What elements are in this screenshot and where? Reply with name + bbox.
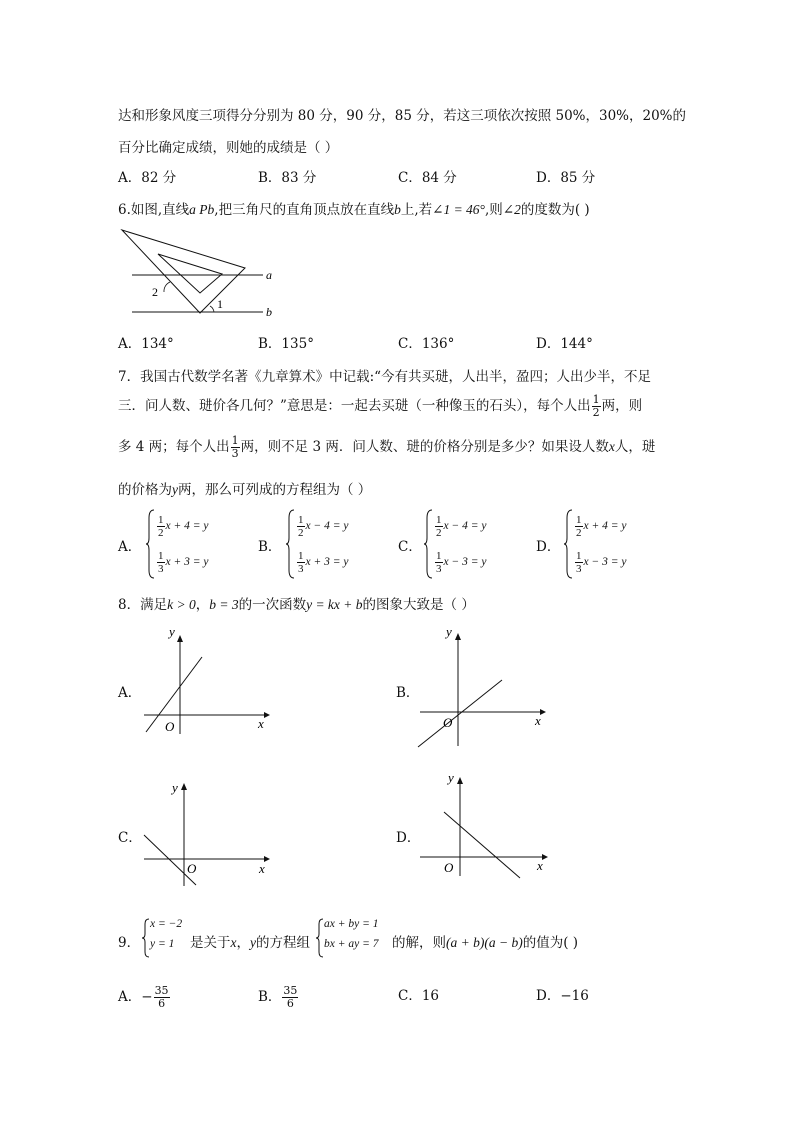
q7-option-d-system — [564, 508, 674, 580]
q7-text: 三．问人数、琎价各几何？”意思是：一起去买琎（一种像玉的石头），每个人出 — [118, 398, 591, 414]
q5-option-a: A．82 分 — [118, 170, 177, 186]
brace-icon — [286, 508, 296, 580]
label-2: 2 — [152, 285, 158, 299]
frac-num: 1 — [298, 514, 304, 526]
frac-den: 3 — [158, 563, 164, 575]
q9-option-b — [258, 982, 299, 1012]
q9-option-c — [398, 984, 439, 1004]
frac-den: 3 — [576, 563, 582, 575]
q8-text: 的图象大致是（ ） — [362, 597, 475, 613]
q8-option-b-label: B． — [396, 685, 420, 701]
solution-y: y = 1 — [150, 938, 175, 950]
frac-num: 1 — [298, 550, 304, 562]
frac-num: 1 — [158, 514, 164, 526]
equation-text: x + 3 = y — [165, 556, 209, 569]
q6-stem-part: 6.如图,直线 — [118, 202, 190, 218]
q9-label: 9． — [118, 935, 141, 951]
q6-angle1-expr: ∠1 = 46° — [432, 202, 485, 217]
origin-label: O — [444, 860, 454, 875]
equation-1 — [296, 514, 348, 539]
frac-num: 35 — [283, 984, 298, 997]
q8-graph-c — [140, 770, 275, 888]
q7-option-a-label: A． — [118, 539, 142, 555]
var-x: x — [608, 439, 615, 454]
fraction — [154, 985, 170, 1010]
q6-option-c: C．136° — [398, 336, 455, 352]
angle2-arc — [164, 282, 170, 292]
fraction-one-third — [157, 550, 165, 575]
triangle-outer — [122, 230, 245, 313]
option-label: A． — [118, 989, 142, 1005]
frac-num: 1 — [576, 550, 582, 562]
q8-text: 8．满足 — [118, 597, 168, 613]
q6-line-b: b — [394, 202, 401, 217]
frac-num: 35 — [154, 984, 169, 997]
q9-option-d — [536, 984, 589, 1004]
equation-text: x + 4 = y — [165, 520, 209, 533]
x-arrow-icon — [540, 709, 546, 715]
q7-text: 两，则不足 3 两．问人数、琎的价格分别是多少？如果设人数 — [240, 439, 609, 455]
q6-option-b: B．135° — [258, 336, 314, 352]
frac-den: 2 — [436, 527, 442, 539]
q5-option-c: C．84 分 — [398, 170, 457, 186]
q6-parallel-expr: a Pb — [189, 202, 215, 217]
q6-option-a: A．134° — [118, 336, 174, 352]
q8-condition-k: k > 0 — [167, 597, 196, 612]
q8-graph-b — [416, 624, 551, 750]
q7-text: 多 4 两；每个人出 — [118, 439, 230, 455]
q9-text: 的值为( ) — [522, 935, 579, 951]
equation-1 — [156, 514, 208, 539]
fraction-one-half — [592, 394, 601, 419]
q7-line1: 7．我国古代数学名著《九章算术》中记载:“今有共买琎，人出半，盈四；人出少半，不足 — [118, 369, 652, 385]
equation-2 — [296, 550, 348, 575]
frac-num: 1 — [231, 434, 239, 447]
equation-2 — [156, 550, 208, 575]
q5-text-line1: 达和形象风度三项得分分别为 80 分，90 分，85 分，若这三项依次按照 50%，30%，20%的 — [118, 108, 687, 124]
equation-text: x + 4 = y — [583, 520, 627, 533]
q9-option-a — [118, 982, 171, 1012]
y-arrow-icon — [455, 633, 461, 640]
equation-1 — [574, 514, 626, 539]
q8-condition-b: b = 3 — [209, 597, 239, 612]
q9-equation-system — [316, 918, 396, 958]
q6-stem — [118, 198, 590, 218]
x-arrow-icon — [264, 712, 270, 718]
frac-num: 1 — [436, 550, 442, 562]
frac-num: 1 — [592, 393, 600, 406]
fraction-one-third — [575, 550, 583, 575]
q9-text: 的方程组 — [256, 935, 310, 951]
var-y: y — [172, 482, 178, 497]
equation-2 — [574, 550, 626, 575]
q7-option-c-label: C． — [398, 539, 422, 555]
q7-option-c-system — [424, 508, 534, 580]
frac-den: 6 — [158, 997, 166, 1010]
q6-stem-part: 的度数为( ) — [520, 202, 590, 218]
q8-graph-a — [140, 628, 275, 738]
fraction-one-third — [231, 435, 240, 460]
q7-text: 两，则 — [601, 398, 643, 414]
y-label: y — [446, 624, 452, 639]
q6-triangle-figure — [118, 226, 288, 321]
equation-text: x + 3 = y — [305, 556, 349, 569]
minus-sign: − — [141, 989, 153, 1005]
x-label: x — [537, 858, 543, 873]
x-label: x — [535, 713, 541, 728]
frac-num: 1 — [158, 550, 164, 562]
q7-option-b-label: B． — [258, 539, 282, 555]
q6-stem-part: ,把三角尺的直角顶点放在直线 — [214, 202, 395, 218]
x-label: x — [259, 861, 265, 876]
equation-text: x − 3 = y — [583, 556, 627, 569]
q8-option-a-label: A． — [118, 685, 142, 701]
fraction-one-half — [297, 514, 305, 539]
origin-label: O — [443, 715, 453, 730]
q8-graph-d — [416, 768, 556, 880]
q6-stem-part: ,则 — [484, 202, 503, 218]
option-label: C． — [398, 988, 422, 1004]
q8-text: 的一次函数 — [238, 597, 307, 613]
x-arrow-icon — [264, 856, 270, 862]
q8-option-d-label: D． — [396, 830, 421, 846]
equation-1: ax + by = 1 — [324, 918, 379, 930]
var-x: x — [230, 935, 237, 950]
label-b: b — [266, 305, 272, 319]
y-arrow-icon — [177, 635, 183, 642]
function-line — [144, 835, 196, 885]
x-arrow-icon — [542, 854, 548, 860]
option-value: 16 — [421, 988, 440, 1004]
q9-expression: (a + b)(a − b) — [446, 935, 523, 950]
q9-stem-part2 — [392, 931, 578, 951]
frac-num: 1 — [436, 514, 442, 526]
q6-stem-part: 上,若 — [400, 202, 433, 218]
q9-text: 是关于 — [190, 935, 231, 951]
x-label: x — [258, 716, 264, 731]
equation-1 — [434, 514, 486, 539]
q7-option-d-label: D． — [536, 539, 561, 555]
equation-2: bx + ay = 7 — [324, 938, 379, 950]
y-arrow-icon — [457, 777, 463, 784]
origin-label: O — [187, 861, 197, 876]
equation-text: x − 4 = y — [443, 520, 487, 533]
q7-option-a-system — [146, 508, 256, 580]
q7-option-b-system — [286, 508, 396, 580]
q9-text: 的解，则 — [392, 935, 446, 951]
angle1-arc — [210, 306, 214, 312]
q8-stem — [118, 593, 475, 613]
frac-den: 3 — [231, 447, 239, 460]
equation-2 — [434, 550, 486, 575]
q7-text: 人，琎 — [614, 439, 656, 455]
q5-option-b: B．83 分 — [258, 170, 317, 186]
solution-x: x = −2 — [150, 918, 183, 930]
frac-den: 3 — [298, 563, 304, 575]
q9-text: ， — [236, 935, 250, 951]
option-value: −16 — [560, 988, 589, 1004]
brace-icon — [142, 918, 150, 958]
brace-icon — [316, 918, 324, 958]
y-arrow-icon — [181, 783, 187, 790]
triangle-inner — [158, 254, 222, 293]
option-label: D． — [536, 988, 561, 1004]
q7-line3 — [118, 434, 655, 460]
fraction — [282, 985, 298, 1010]
q6-option-d: D．144° — [536, 336, 593, 352]
brace-icon — [424, 508, 434, 580]
frac-den: 3 — [436, 563, 442, 575]
q9-stem-part1 — [190, 931, 310, 951]
q8-option-c-label: C． — [118, 830, 142, 846]
frac-den: 2 — [298, 527, 304, 539]
frac-den: 2 — [158, 527, 164, 539]
q7-line2 — [118, 393, 642, 419]
q6-angle2-expr: ∠2 — [502, 202, 521, 217]
q5-text-line2: 百分比确定成绩，则她的成绩是（ ） — [118, 140, 339, 156]
q8-function: y = kx + b — [306, 597, 363, 612]
frac-den: 2 — [592, 406, 600, 419]
function-line — [444, 812, 520, 878]
q7-text: 的价格为 — [118, 482, 172, 498]
q7-line4 — [118, 478, 371, 498]
fraction-one-third — [435, 550, 443, 575]
brace-icon — [146, 508, 156, 580]
q7-text: 两，那么可列成的方程组为（ ） — [178, 482, 372, 498]
y-label: y — [448, 770, 454, 785]
y-label: y — [169, 628, 175, 639]
fraction-one-third — [297, 550, 305, 575]
y-label: y — [172, 780, 178, 795]
frac-num: 1 — [576, 514, 582, 526]
fraction-one-half — [575, 514, 583, 539]
frac-den: 2 — [576, 527, 582, 539]
fraction-one-half — [157, 514, 165, 539]
equation-text: x − 3 = y — [443, 556, 487, 569]
q8-text: ， — [195, 597, 210, 613]
option-label: B． — [258, 989, 282, 1005]
function-line — [418, 680, 502, 747]
var-y: y — [250, 935, 256, 950]
equation-text: x − 4 = y — [305, 520, 349, 533]
label-1: 1 — [217, 297, 223, 311]
frac-den: 6 — [286, 997, 294, 1010]
fraction-one-half — [435, 514, 443, 539]
origin-label: O — [165, 719, 175, 734]
brace-icon — [564, 508, 574, 580]
label-a: a — [266, 268, 272, 282]
q5-option-d: D．85 分 — [536, 170, 596, 186]
